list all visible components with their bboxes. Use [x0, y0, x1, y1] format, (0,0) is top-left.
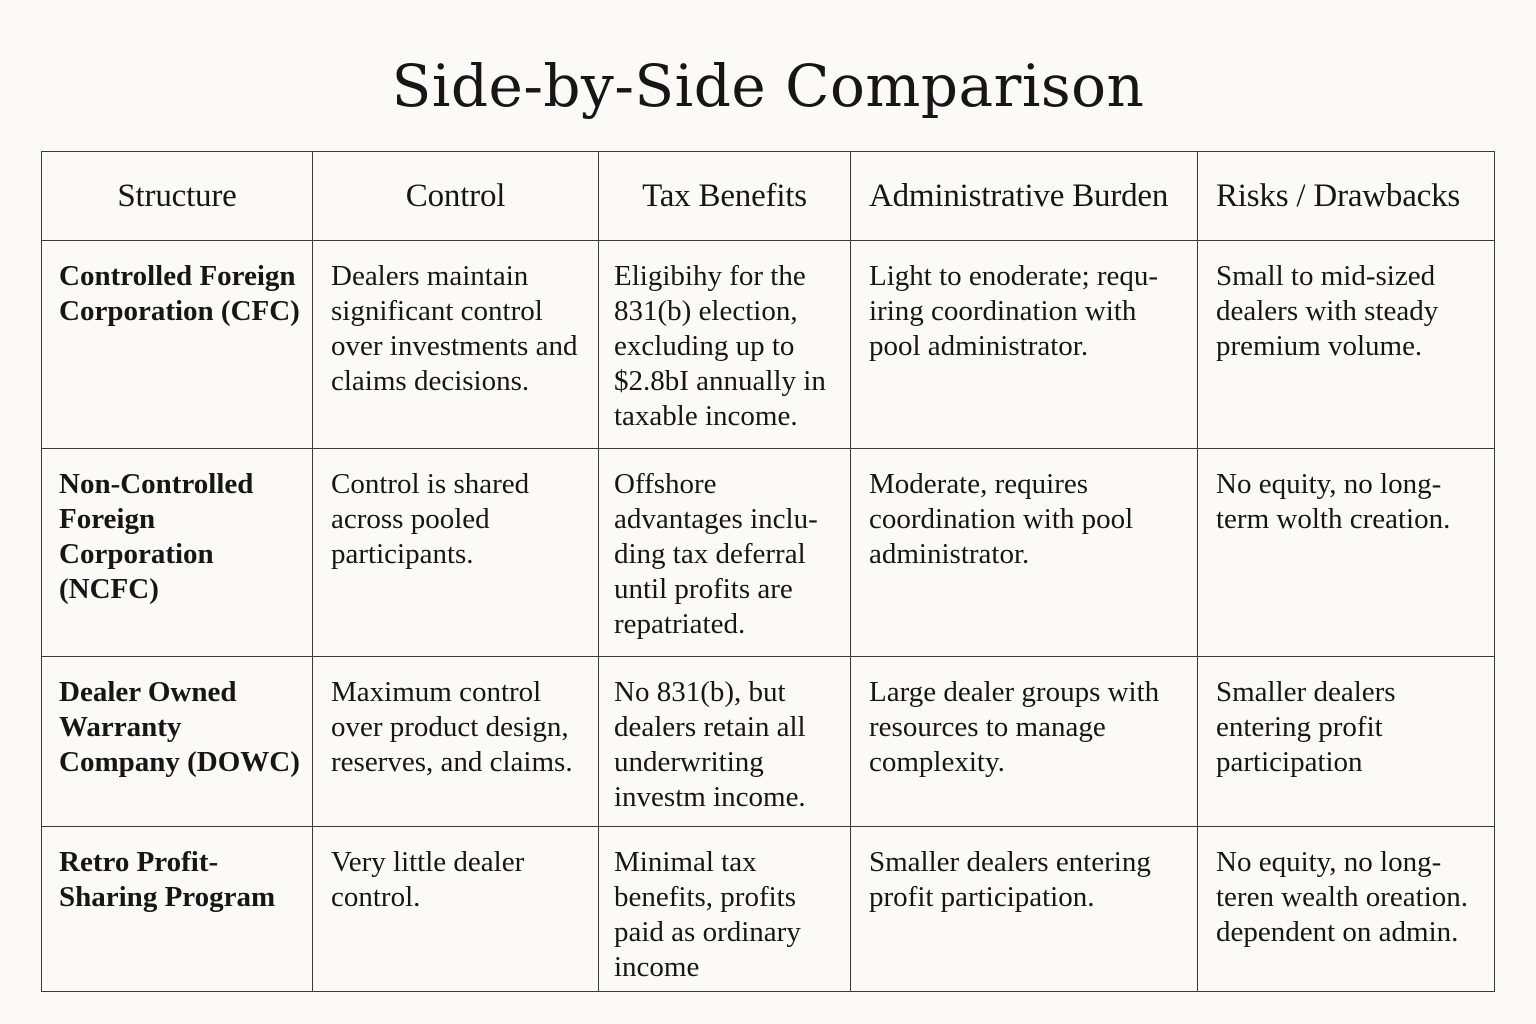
column-header-tax-benefits: Tax Benefits [599, 152, 851, 241]
control-cell: Very little dealer control. [313, 827, 599, 992]
column-header-control: Control [313, 152, 599, 241]
administrative-burden-cell: Large dealer groups with resources to manage complexity. [851, 657, 1198, 827]
comparison-table [41, 151, 1495, 992]
structure-cell: Non-Controlled Foreign Corporation (NCFC) [42, 449, 313, 657]
table-row [42, 827, 1495, 992]
column-header-administrative-burden: Administrative Burden [851, 152, 1198, 241]
structure-cell: Retro Profit-Sharing Program [42, 827, 313, 992]
tax-benefits-cell: No 831(b), but dealers retain all underwriting investm income. [599, 657, 851, 827]
tax-benefits-cell: Offshore advantages inclu-ding tax deferral until profits are repatriated. [599, 449, 851, 657]
administrative-burden-cell: Smaller dealers entering profit participation. [851, 827, 1198, 992]
table-row [42, 241, 1495, 449]
structure-cell: Controlled Foreign Corporation (CFC) [42, 241, 313, 449]
page-title: Side-by-Side Comparison [391, 52, 1145, 120]
tax-benefits-cell: Minimal tax benefits, profits paid as ordinary income [599, 827, 851, 992]
structure-cell: Dealer Owned Warranty Company (DOWC) [42, 657, 313, 827]
column-header-structure: Structure [42, 152, 313, 241]
administrative-burden-cell: Moderate, requires coordination with pool administrator. [851, 449, 1198, 657]
column-header-risks-drawbacks: Risks / Drawbacks [1198, 152, 1495, 241]
table-header-row [42, 152, 1495, 241]
risks-drawbacks-cell: Smaller dealers entering profit participation [1198, 657, 1495, 827]
table-row [42, 657, 1495, 827]
risks-drawbacks-cell: No equity, no long-term wolth creation. [1198, 449, 1495, 657]
risks-drawbacks-cell: Small to mid-sized dealers with steady premium volume. [1198, 241, 1495, 449]
risks-drawbacks-cell: No equity, no long-teren wealth oreation. dependent on admin. [1198, 827, 1495, 992]
tax-benefits-cell: Eligibihy for the 831(b) election, excluding up to $2.8bI annually in taxable income. [599, 241, 851, 449]
control-cell: Control is shared across pooled participants. [313, 449, 599, 657]
control-cell: Maximum control over product design, reserves, and claims. [313, 657, 599, 827]
table-row [42, 449, 1495, 657]
administrative-burden-cell: Light to enoderate; requ-iring coordination with pool administrator. [851, 241, 1198, 449]
control-cell: Dealers maintain significant control over investments and claims decisions. [313, 241, 599, 449]
